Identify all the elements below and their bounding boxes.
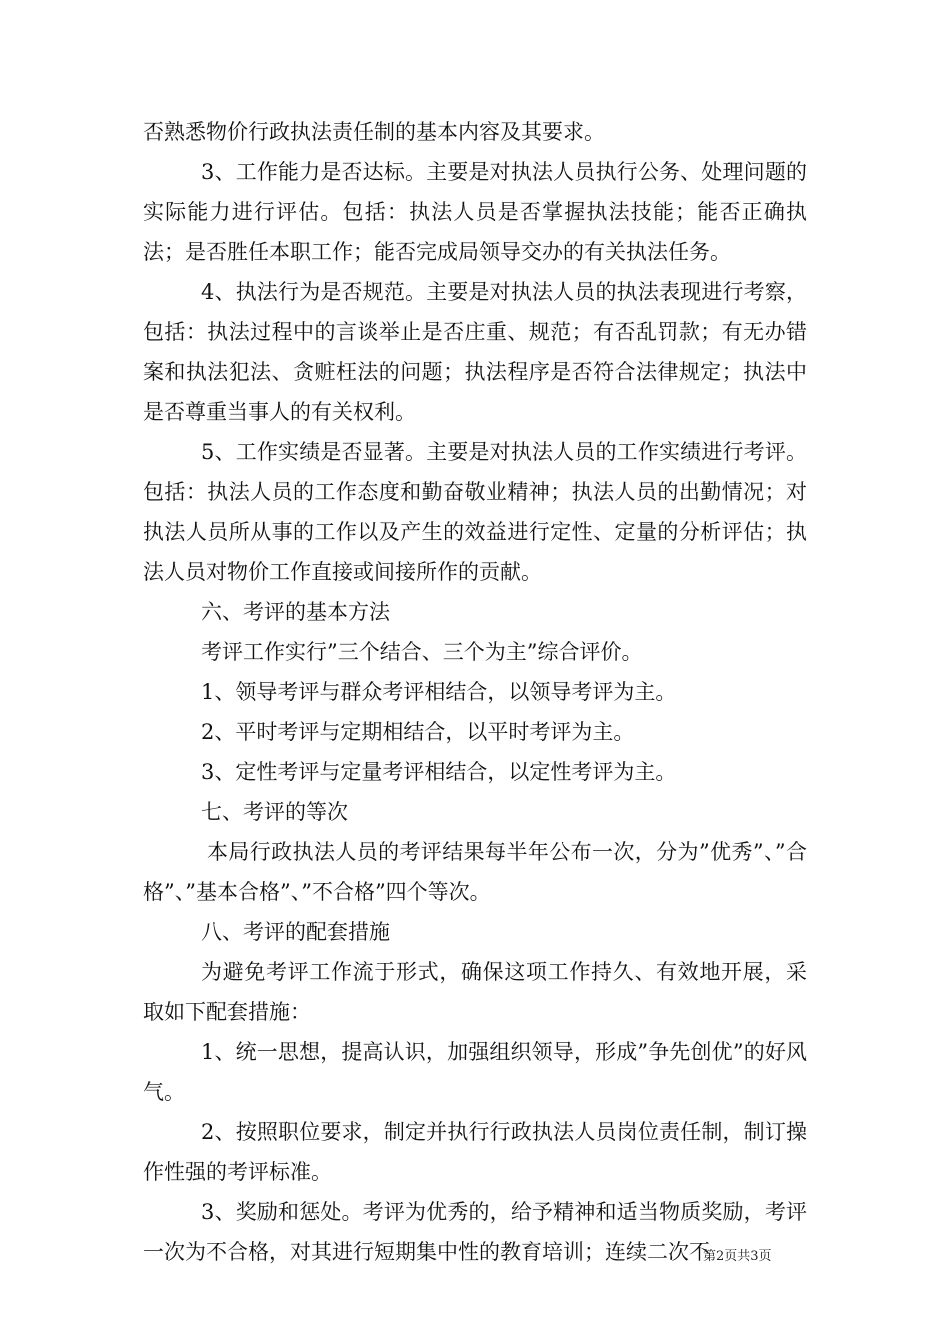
page-number: 第2页共3页 (703, 1249, 772, 1264)
paragraph-eight-3: 3、奖励和惩处。考评为优秀的，给予精神和适当物质奖励，考评一次为不合格，对其进行短期集中性的教育培训；连续二次不 (143, 1200, 807, 1264)
section-heading-eight: 八、考评的配套措施 (201, 920, 390, 944)
document-body (143, 112, 807, 1272)
paragraph-item-5-performance: 5、工作实绩是否显著。主要是对执法人员的工作实绩进行考评。包括：执法人员的工作态度和勤奋敬业精神；执法人员的出勤情况；对执法人员所从事的工作以及产生的效益进行定性、定量的分析评估；执法人员对物价工作直接或间接所作的贡献。 (143, 440, 807, 584)
paragraph-item-4-conduct: 4、执法行为是否规范。主要是对执法人员的执法表现进行考察，包括：执法过程中的言谈举止是否庄重、规范；有否乱罚款；有无办错案和执法犯法、贪赃枉法的问题；执法程序是否符合法律规定；执法中是否尊重当事人的有关权利。 (143, 280, 807, 424)
paragraph-eight-1: 1、统一思想，提高认识，加强组织领导，形成”争先创优”的好风气。 (143, 1040, 807, 1104)
section-heading-seven: 七、考评的等次 (201, 800, 348, 824)
paragraph-six-intro: 考评工作实行”三个结合、三个为主”综合评价。 (201, 640, 643, 664)
paragraph-six-3: 3、定性考评与定量考评相结合，以定性考评为主。 (201, 760, 677, 784)
section-heading-six: 六、考评的基本方法 (201, 600, 390, 624)
paragraph-item-3-ability: 3、工作能力是否达标。主要是对执法人员执行公务、处理问题的实际能力进行评估。包括：执法人员是否掌握执法技能；能否正确执法；是否胜任本职工作；能否完成局领导交办的有关执法任务。 (143, 160, 807, 264)
paragraph-seven-grades: 本局行政执法人员的考评结果每半年公布一次，分为”优秀”、”合格”、”基本合格”、”不合格”四个等次。 (143, 840, 807, 904)
paragraph-six-2: 2、平时考评与定期相结合，以平时考评为主。 (201, 720, 635, 744)
paragraph-eight-intro: 为避免考评工作流于形式，确保这项工作持久、有效地开展，采取如下配套措施： (143, 960, 807, 1024)
paragraph-six-1: 1、领导考评与群众考评相结合，以领导考评为主。 (201, 680, 677, 704)
paragraph-continuation: 否熟悉物价行政执法责任制的基本内容及其要求。 (143, 120, 605, 144)
paragraph-eight-2: 2、按照职位要求，制定并执行行政执法人员岗位责任制，制订操作性强的考评标准。 (143, 1120, 807, 1184)
